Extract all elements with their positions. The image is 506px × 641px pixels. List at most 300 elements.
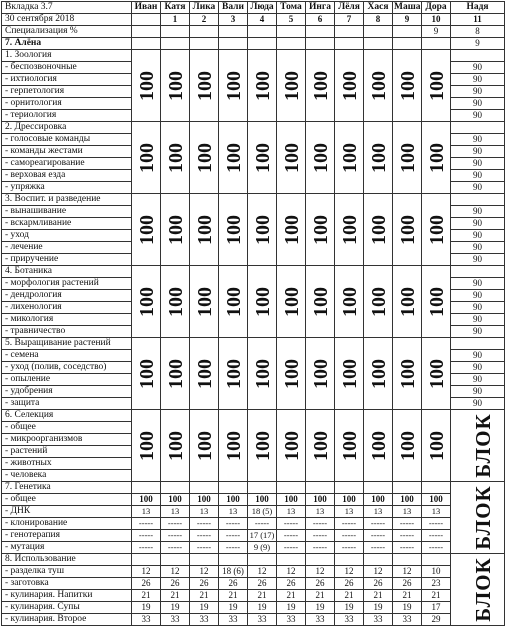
name-header: Надя — [451, 2, 505, 14]
item-value: 19 — [393, 602, 422, 614]
item-value: 90 — [451, 302, 505, 314]
empty-cell — [335, 482, 364, 494]
big-value: 100 — [422, 194, 451, 266]
item-value: 13 — [132, 506, 161, 518]
item-value: 12 — [132, 566, 161, 578]
number-header: 2 — [190, 14, 219, 26]
number-header: 10 — [422, 14, 451, 26]
item-value: 90 — [451, 74, 505, 86]
empty-cell — [306, 38, 335, 50]
item-value: 13 — [306, 506, 335, 518]
item-label: - клонирование — [2, 518, 132, 530]
genetics-row — [2, 506, 505, 518]
item-label: - ДНК — [2, 506, 132, 518]
usage-row — [2, 602, 505, 614]
item-value: 26 — [219, 578, 248, 590]
item-label: - самореагирование — [2, 158, 132, 170]
item-value: 33 — [132, 614, 161, 626]
empty-cell — [451, 338, 505, 350]
blok-label: БЛОК — [451, 482, 505, 554]
big-value: 100 — [132, 410, 161, 482]
name-header: Вали — [219, 2, 248, 14]
usage-row — [2, 566, 505, 578]
big-value: 100 — [190, 338, 219, 410]
item-label: - растений — [2, 446, 132, 458]
number-header: 1 — [161, 14, 190, 26]
item-value: 21 — [393, 590, 422, 602]
block-title: 7. Генетика — [2, 482, 132, 494]
item-value: 90 — [451, 374, 505, 386]
item-label: - кулинария. Второе — [2, 614, 132, 626]
item-value: 17 (17) — [248, 530, 277, 542]
item-label: - заготовка — [2, 578, 132, 590]
item-value: 90 — [451, 254, 505, 266]
item-label: - опыление — [2, 374, 132, 386]
big-value: 100 — [335, 266, 364, 338]
item-value: 90 — [451, 386, 505, 398]
block-title-row — [2, 338, 505, 350]
item-value: 21 — [132, 590, 161, 602]
name-header: Дора — [422, 2, 451, 14]
spec-value — [277, 26, 306, 38]
item-label: - уход — [2, 230, 132, 242]
big-value: 100 — [306, 410, 335, 482]
item-value: 13 — [393, 506, 422, 518]
item-value: 21 — [219, 590, 248, 602]
item-value: 19 — [306, 602, 335, 614]
item-value: 90 — [451, 314, 505, 326]
big-value: 100 — [306, 122, 335, 194]
item-value: ----- — [335, 542, 364, 554]
empty-cell — [335, 38, 364, 50]
block-title: 4. Ботаника — [2, 266, 132, 278]
item-value: 90 — [451, 206, 505, 218]
item-label: - животных — [2, 458, 132, 470]
item-value: 9 (9) — [248, 542, 277, 554]
item-value: 12 — [190, 566, 219, 578]
item-value: 90 — [451, 134, 505, 146]
item-value: 13 — [219, 506, 248, 518]
number-header: 8 — [364, 14, 393, 26]
genetics-row — [2, 494, 505, 506]
big-value: 100 — [161, 410, 190, 482]
item-label: - лихенология — [2, 302, 132, 314]
item-value: 13 — [364, 506, 393, 518]
item-value: 90 — [451, 362, 505, 374]
big-value: 100 — [393, 338, 422, 410]
header-names-row — [2, 2, 505, 14]
big-value: 100 — [248, 50, 277, 122]
item-value: ----- — [364, 542, 393, 554]
item-label: - орнитология — [2, 98, 132, 110]
item-label: - верховая езда — [2, 170, 132, 182]
item-label: - человека — [2, 470, 132, 482]
spec-value: 8 — [451, 26, 505, 38]
item-value: 33 — [190, 614, 219, 626]
spec-value — [219, 26, 248, 38]
empty-cell — [132, 482, 161, 494]
big-value: 100 — [335, 338, 364, 410]
big-value: 100 — [190, 122, 219, 194]
item-label: - вскармливание — [2, 218, 132, 230]
item-value: 26 — [306, 578, 335, 590]
block-title: 3. Воспит. и разведение — [2, 194, 132, 206]
item-value: ----- — [248, 518, 277, 530]
big-value: 100 — [248, 338, 277, 410]
item-value: 17 — [422, 602, 451, 614]
name-header: Люда — [248, 2, 277, 14]
item-value: ----- — [190, 542, 219, 554]
usage-row — [2, 578, 505, 590]
empty-cell — [161, 482, 190, 494]
item-value: 21 — [161, 590, 190, 602]
item-value: ----- — [306, 530, 335, 542]
sheet-title: Вкладка 3.7 — [2, 2, 132, 14]
item-value: ----- — [306, 518, 335, 530]
number-header: 7 — [335, 14, 364, 26]
item-value: ----- — [277, 542, 306, 554]
number-header: 9 — [393, 14, 422, 26]
empty-cell — [132, 38, 161, 50]
big-value: 100 — [248, 266, 277, 338]
item-value: 90 — [451, 290, 505, 302]
item-value: 21 — [248, 590, 277, 602]
big-value: 100 — [306, 50, 335, 122]
blok-label: БЛОК — [451, 410, 505, 482]
item-value: 100 — [277, 494, 306, 506]
item-value: ----- — [219, 530, 248, 542]
number-header: 3 — [219, 14, 248, 26]
big-value: 100 — [190, 194, 219, 266]
item-value: 21 — [422, 590, 451, 602]
block-title-row — [2, 266, 505, 278]
number-header: 6 — [306, 14, 335, 26]
item-value: 100 — [161, 494, 190, 506]
empty-cell — [248, 38, 277, 50]
item-value: 90 — [451, 182, 505, 194]
item-value: 19 — [335, 602, 364, 614]
item-value: ----- — [335, 518, 364, 530]
empty-cell — [219, 38, 248, 50]
item-value: 90 — [451, 86, 505, 98]
item-value: 12 — [277, 566, 306, 578]
empty-cell — [132, 554, 161, 566]
item-value: 90 — [451, 158, 505, 170]
block-title-row — [2, 194, 505, 206]
empty-cell — [248, 482, 277, 494]
empty-cell — [451, 122, 505, 134]
empty-cell — [364, 482, 393, 494]
item-value: 26 — [335, 578, 364, 590]
item-label: - семена — [2, 350, 132, 362]
genetics-title-row — [2, 482, 505, 494]
item-value: 19 — [248, 602, 277, 614]
section-name: 7. Алёна — [2, 38, 132, 50]
big-value: 100 — [306, 338, 335, 410]
block-title-row — [2, 50, 505, 62]
item-label: - разделка туш — [2, 566, 132, 578]
item-label: - упряжка — [2, 182, 132, 194]
big-value: 100 — [364, 410, 393, 482]
item-value: ----- — [161, 542, 190, 554]
item-label: - травничество — [2, 326, 132, 338]
big-value: 100 — [364, 122, 393, 194]
empty-cell — [190, 482, 219, 494]
spec-value — [335, 26, 364, 38]
item-value: ----- — [161, 518, 190, 530]
item-value: 13 — [161, 506, 190, 518]
item-value: 33 — [219, 614, 248, 626]
big-value: 100 — [306, 194, 335, 266]
item-value: ----- — [190, 530, 219, 542]
big-value: 100 — [161, 194, 190, 266]
item-value: ----- — [393, 542, 422, 554]
item-label: - общее — [2, 494, 132, 506]
item-value: 90 — [451, 398, 505, 410]
item-value: 19 — [219, 602, 248, 614]
item-label: - приручение — [2, 254, 132, 266]
big-value: 100 — [277, 194, 306, 266]
item-label: - дендрология — [2, 290, 132, 302]
big-value: 100 — [393, 266, 422, 338]
item-label: - мутация — [2, 542, 132, 554]
big-value: 100 — [248, 194, 277, 266]
item-value: ----- — [422, 530, 451, 542]
genetics-row — [2, 542, 505, 554]
number-header: 11 — [451, 14, 505, 26]
usage-row — [2, 614, 505, 626]
empty-cell — [190, 554, 219, 566]
item-value: ----- — [393, 530, 422, 542]
big-value: 100 — [132, 194, 161, 266]
item-value: ----- — [364, 518, 393, 530]
item-label: - герпетология — [2, 86, 132, 98]
item-value: ----- — [190, 518, 219, 530]
empty-cell — [364, 554, 393, 566]
big-value: 100 — [132, 338, 161, 410]
item-value: 18 (5) — [248, 506, 277, 518]
big-value: 100 — [161, 338, 190, 410]
item-value: 21 — [364, 590, 393, 602]
big-value: 100 — [422, 338, 451, 410]
item-value: 13 — [277, 506, 306, 518]
big-value: 100 — [277, 50, 306, 122]
item-value: 100 — [422, 494, 451, 506]
item-value: 33 — [306, 614, 335, 626]
empty-cell — [422, 38, 451, 50]
item-value: ----- — [132, 530, 161, 542]
block-title: 1. Зоология — [2, 50, 132, 62]
big-value: 100 — [219, 338, 248, 410]
number-header — [132, 14, 161, 26]
item-value: 90 — [451, 110, 505, 122]
big-value: 100 — [422, 50, 451, 122]
item-value: 26 — [132, 578, 161, 590]
item-value: 10 — [422, 566, 451, 578]
big-value: 100 — [190, 410, 219, 482]
item-value: 90 — [451, 170, 505, 182]
item-value: 100 — [364, 494, 393, 506]
item-value: 33 — [248, 614, 277, 626]
item-value: 12 — [248, 566, 277, 578]
genetics-row — [2, 518, 505, 530]
big-value: 100 — [277, 338, 306, 410]
big-value: 100 — [190, 266, 219, 338]
big-value: 100 — [335, 50, 364, 122]
item-value: 100 — [393, 494, 422, 506]
name-header: Лика — [190, 2, 219, 14]
item-label: - генотерапия — [2, 530, 132, 542]
item-value: 19 — [277, 602, 306, 614]
item-value: ----- — [422, 542, 451, 554]
block-title: 2. Дрессировка — [2, 122, 132, 134]
item-value: 19 — [190, 602, 219, 614]
item-label: - беспозвоночные — [2, 62, 132, 74]
spec-value — [161, 26, 190, 38]
item-label: - кулинария. Супы — [2, 602, 132, 614]
big-value: 100 — [422, 122, 451, 194]
empty-cell — [161, 554, 190, 566]
item-value: 21 — [306, 590, 335, 602]
empty-cell — [335, 554, 364, 566]
item-value: 90 — [451, 98, 505, 110]
big-value: 100 — [393, 50, 422, 122]
item-value: 19 — [161, 602, 190, 614]
item-label: - защита — [2, 398, 132, 410]
big-value: 100 — [335, 122, 364, 194]
big-value: 100 — [219, 122, 248, 194]
item-value: 26 — [277, 578, 306, 590]
spec-value: 9 — [422, 26, 451, 38]
item-value: 90 — [451, 326, 505, 338]
empty-cell — [422, 482, 451, 494]
item-value: 26 — [248, 578, 277, 590]
big-value: 100 — [364, 338, 393, 410]
item-value: 90 — [451, 230, 505, 242]
big-value: 100 — [161, 266, 190, 338]
item-label: - уход (полив, соседство) — [2, 362, 132, 374]
big-value: 100 — [277, 122, 306, 194]
item-label: - голосовые команды — [2, 134, 132, 146]
empty-cell — [248, 554, 277, 566]
item-value: 33 — [277, 614, 306, 626]
name-header: Иван — [132, 2, 161, 14]
item-value: 90 — [451, 218, 505, 230]
empty-cell — [219, 482, 248, 494]
big-value: 100 — [219, 50, 248, 122]
item-value: 100 — [190, 494, 219, 506]
item-value: 100 — [132, 494, 161, 506]
item-value: 19 — [364, 602, 393, 614]
big-value: 100 — [364, 266, 393, 338]
empty-cell — [393, 554, 422, 566]
item-label: - микроорганизмов — [2, 434, 132, 446]
item-label: - микология — [2, 314, 132, 326]
item-value: 29 — [422, 614, 451, 626]
item-value: 12 — [335, 566, 364, 578]
item-label: - ихтиология — [2, 74, 132, 86]
item-value: ----- — [132, 518, 161, 530]
empty-cell — [364, 38, 393, 50]
header-numbers-row — [2, 14, 505, 26]
big-value: 100 — [335, 410, 364, 482]
item-label: - удобрения — [2, 386, 132, 398]
big-value: 100 — [393, 410, 422, 482]
usage-row — [2, 590, 505, 602]
spec-row — [2, 26, 505, 38]
item-value: 90 — [451, 350, 505, 362]
spec-value — [248, 26, 277, 38]
item-value: ----- — [219, 518, 248, 530]
empty-cell — [219, 554, 248, 566]
empty-cell — [306, 482, 335, 494]
item-value: ----- — [161, 530, 190, 542]
item-label: - вынашивание — [2, 206, 132, 218]
item-value: 26 — [393, 578, 422, 590]
item-label: - лечение — [2, 242, 132, 254]
item-value: ----- — [132, 542, 161, 554]
item-value: 90 — [451, 242, 505, 254]
blok-label: БЛОК — [451, 554, 505, 626]
item-value: 12 — [393, 566, 422, 578]
big-value: 100 — [306, 266, 335, 338]
big-value: 100 — [161, 122, 190, 194]
item-label: - общее — [2, 422, 132, 434]
big-value: 100 — [393, 194, 422, 266]
item-value: 100 — [306, 494, 335, 506]
big-value: 100 — [277, 266, 306, 338]
big-value: 100 — [364, 50, 393, 122]
name-header: Инга — [306, 2, 335, 14]
item-value: 33 — [161, 614, 190, 626]
big-value: 100 — [219, 266, 248, 338]
item-value: ----- — [393, 518, 422, 530]
empty-cell — [451, 266, 505, 278]
item-value: 26 — [161, 578, 190, 590]
usage-title-row — [2, 554, 505, 566]
empty-cell — [393, 482, 422, 494]
section-value: 9 — [451, 38, 505, 50]
item-value: ----- — [422, 518, 451, 530]
item-value: ----- — [335, 530, 364, 542]
item-value: 33 — [364, 614, 393, 626]
spec-value — [132, 26, 161, 38]
block-title: 8. Использование — [2, 554, 132, 566]
item-label: - команды жестами — [2, 146, 132, 158]
number-header: 4 — [248, 14, 277, 26]
number-header: 5 — [277, 14, 306, 26]
empty-cell — [277, 554, 306, 566]
item-value: 90 — [451, 146, 505, 158]
item-value: ----- — [277, 518, 306, 530]
item-label: - териология — [2, 110, 132, 122]
big-value: 100 — [393, 122, 422, 194]
spec-label: Специализация % — [2, 26, 132, 38]
block-title-row — [2, 122, 505, 134]
item-value: 26 — [364, 578, 393, 590]
item-value: 90 — [451, 278, 505, 290]
item-value: 21 — [277, 590, 306, 602]
item-value: 13 — [335, 506, 364, 518]
item-value: 13 — [190, 506, 219, 518]
name-header: Маша — [394, 2, 421, 12]
empty-cell — [277, 482, 306, 494]
spec-value — [306, 26, 335, 38]
item-value: ----- — [219, 542, 248, 554]
big-value: 100 — [248, 122, 277, 194]
empty-cell — [422, 554, 451, 566]
name-header: Катя — [161, 2, 190, 14]
